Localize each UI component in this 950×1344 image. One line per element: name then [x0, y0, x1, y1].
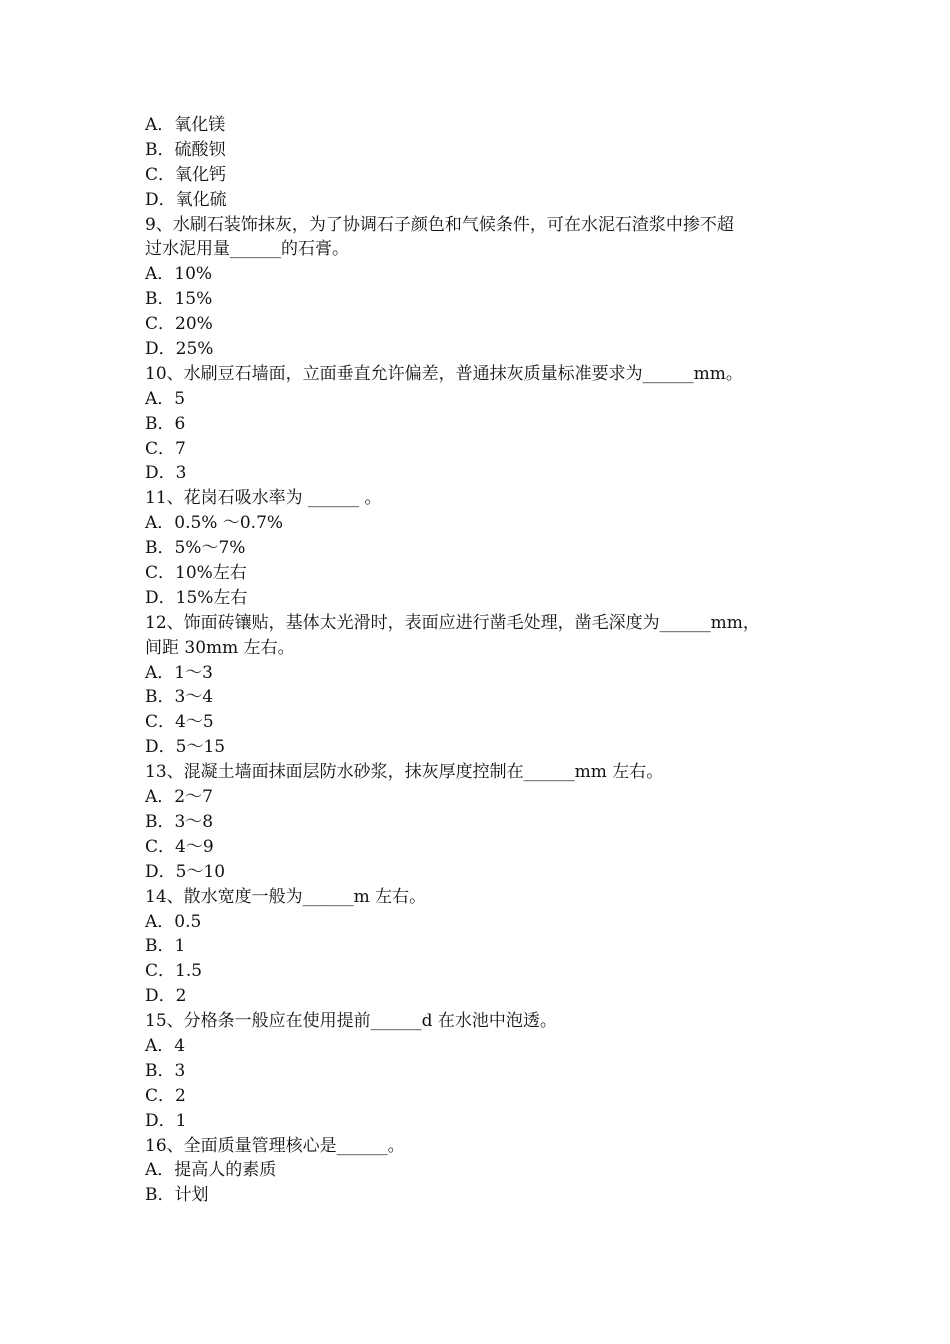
q8-option-a: A．氧化镁	[145, 115, 226, 135]
q10-option-c: C．7	[145, 438, 186, 459]
q10-question: 10、水刷豆石墙面，立面垂直允许偏差，普通抹灰质量标准要求为______mm。	[145, 363, 743, 384]
q12-option-c: C．4～5	[145, 712, 214, 733]
q11-question: 11、花岗石吸水率为 ______ 。	[145, 488, 382, 509]
q12-option-a: A．1～3	[145, 662, 213, 683]
q16-option-a: A．提高人的素质	[145, 1160, 277, 1181]
q15-option-b: B．3	[145, 1060, 186, 1081]
q12-option-b: B．3～4	[145, 687, 214, 708]
q13-option-d: D．5～10	[145, 861, 226, 882]
q12-option-d: D．5～15	[145, 737, 226, 758]
q9-option-a: A．10%	[145, 264, 213, 285]
q14-option-a: A．0.5	[145, 911, 202, 932]
q13-option-a: A．2～7	[145, 787, 213, 808]
q8-option-b: B．硫酸钡	[145, 139, 226, 160]
q13-option-c: C．4～9	[145, 836, 214, 857]
q15-question: 15、分格条一般应在使用提前______d 在水池中泡透。	[145, 1011, 557, 1032]
q14-question: 14、散水宽度一般为______m 左右。	[145, 886, 427, 907]
q11-option-b: B．5%～7%	[145, 538, 246, 559]
q11-option-d: D．15%左右	[145, 587, 248, 608]
q10-option-d: D．3	[145, 463, 187, 484]
q16-question: 16、全面质量管理核心是______。	[145, 1135, 405, 1156]
q10-option-a: A．5	[145, 388, 186, 409]
q8-option-d: D．氧化硫	[145, 189, 227, 210]
q14-option-d: D．2	[145, 986, 187, 1007]
q12-question-line-1: 12、饰面砖镶贴，基体太光滑时，表面应进行凿毛处理，凿毛深度为______mm，	[145, 612, 760, 633]
q9-option-d: D．25%	[145, 339, 214, 360]
q9-option-b: B．15%	[145, 289, 213, 310]
q11-option-a: A．0.5% ～0.7%	[145, 513, 284, 534]
q13-option-b: B．3～8	[145, 811, 214, 832]
document-text-body	[145, 113, 815, 1208]
q15-option-d: D．1	[145, 1110, 187, 1131]
q11-option-c: C．10%左右	[145, 563, 247, 584]
q14-option-c: C．1.5	[145, 961, 203, 982]
q9-question-line-1: 9、水刷石装饰抹灰，为了协调石子颜色和气候条件，可在水泥石渣浆中掺不超	[145, 214, 734, 235]
q16-option-b: B．计划	[145, 1185, 209, 1206]
q15-option-c: C．2	[145, 1085, 186, 1106]
q15-option-a: A．4	[145, 1035, 186, 1056]
q8-option-c: C．氧化钙	[145, 164, 227, 185]
q9-option-c: C．20%	[145, 314, 213, 335]
q14-option-b: B．1	[145, 936, 186, 957]
q13-question: 13、混凝土墙面抹面层防水砂浆，抹灰厚度控制在______mm 左右。	[145, 762, 664, 783]
q9-question-line-2: 过水泥用量______的石膏。	[145, 239, 349, 260]
q10-option-b: B．6	[145, 413, 186, 434]
q12-question-line-2: 间距 30mm 左右。	[145, 637, 295, 658]
